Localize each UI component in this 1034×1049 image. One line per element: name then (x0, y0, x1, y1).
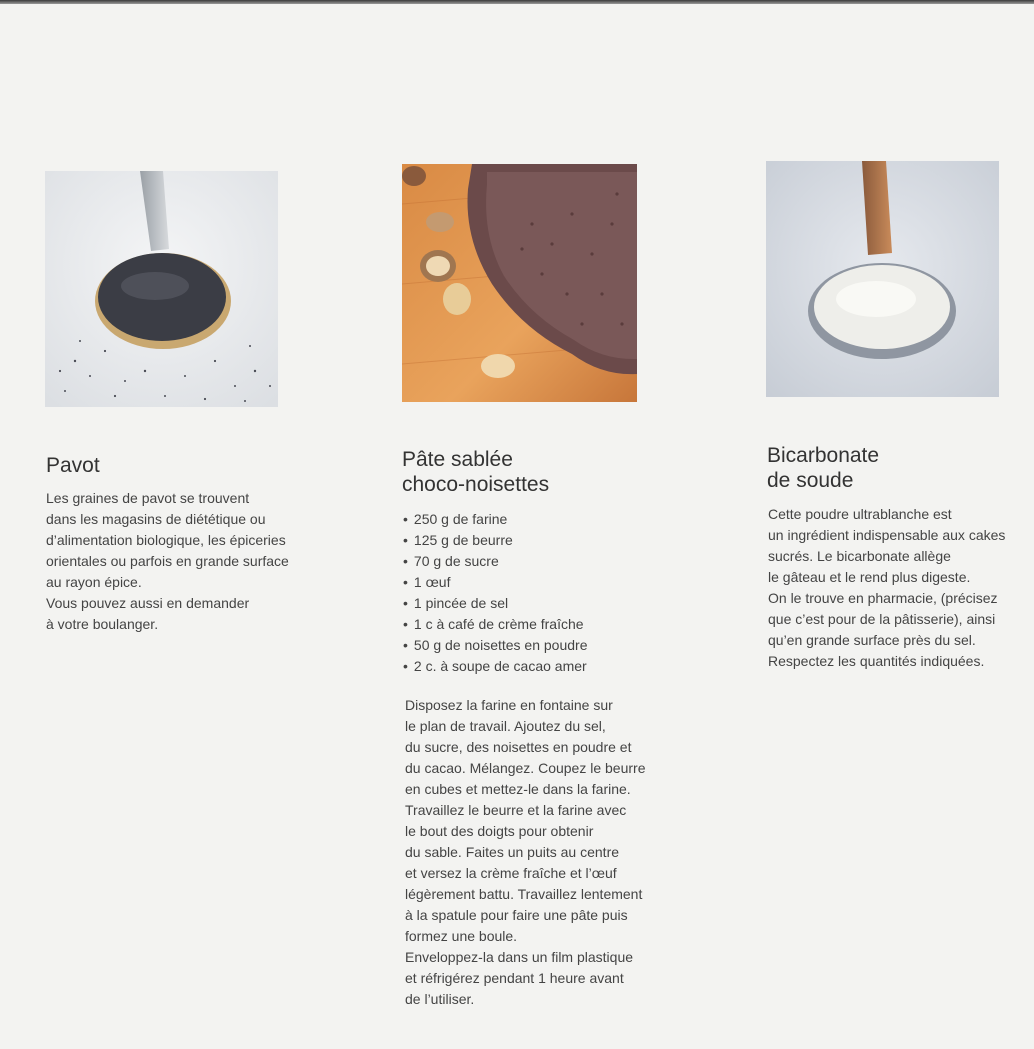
list-item: • 125 g de beurre (403, 530, 587, 551)
list-item: • 250 g de farine (403, 509, 587, 530)
top-edge-shadow (0, 0, 1034, 4)
poppy-seed-spoon-photo (45, 171, 278, 407)
chocolate-tart-photo (402, 164, 637, 402)
list-item: • 1 c à café de crème fraîche (403, 614, 587, 635)
paragraph: Enveloppez-la dans un film plastique et réfrigérez pendant 1 heure avant de l’utiliser. (405, 949, 634, 1007)
list-item: • 50 g de noisettes en poudre (403, 635, 587, 656)
ingredient-list (403, 509, 587, 677)
list-item: • 1 pincée de sel (403, 593, 587, 614)
instructions-pate-sablee (405, 695, 645, 1010)
list-item: • 2 c. à soupe de cacao amer (403, 656, 587, 677)
description-bicarbonate: Cette poudre ultrablanche est un ingrédient indispensable aux cakes sucrés. Le bicarbonate allège le gâteau et le rend plus digeste. On le trouve en pharmacie, (précisez que c’est pour de la pâtisserie), ainsi qu’en grande surface près du sel. Respectez les quantités indiquées. (768, 506, 1006, 669)
title-bicarbonate: Bicarbonate de soude (767, 444, 880, 492)
baking-soda-spoon-photo (766, 161, 999, 397)
paragraph: Les graines de pavot se trouvent dans les magasins de diététique ou d’alimentation biologique, les épiceries orientales ou parfois en grande surface au rayon épice. (46, 490, 289, 590)
paragraph: Vous pouvez aussi en demander à votre boulanger. (46, 595, 250, 632)
title-pavot: Pavot (46, 454, 100, 477)
paragraph: Disposez la farine en fontaine sur le plan de travail. Ajoutez du sel, du sucre, des noisettes en poudre et du cacao. Mélangez. Coupez le beurre en cubes et mettez-le dans la farine. Travaillez le beurre et la farine avec le bout des doigts pour obtenir du sable. Faites un puits au centre et versez la crème fraîche et l’œuf légèrement battu. Travaillez lentement à la spatule pour faire une pâte puis formez une boule. (405, 697, 646, 944)
list-item: • 1 œuf (403, 572, 587, 593)
list-item: • 70 g de sucre (403, 551, 587, 572)
title-pate-sablee: Pâte sablée choco-noisettes (402, 448, 550, 496)
description-pavot (46, 488, 289, 635)
